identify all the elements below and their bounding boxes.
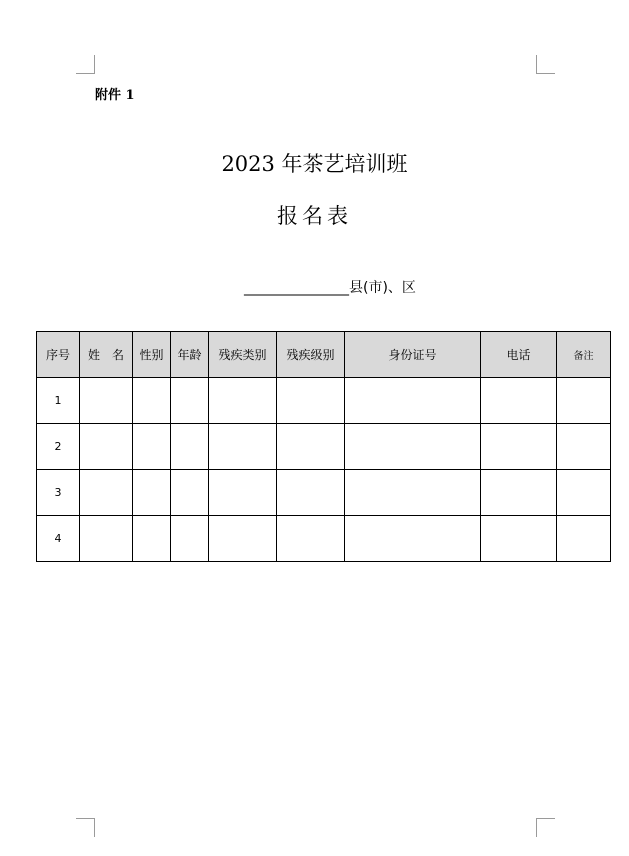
cell-gender[interactable] [133, 516, 171, 562]
cell-disability-level[interactable] [277, 378, 345, 424]
cell-name[interactable] [80, 378, 133, 424]
cell-gender[interactable] [133, 424, 171, 470]
cell-index: 3 [37, 470, 80, 516]
cell-name[interactable] [80, 470, 133, 516]
header-cell-remarks: 备注 [557, 332, 611, 378]
cell-remarks[interactable] [557, 470, 611, 516]
cell-disability-type[interactable] [209, 424, 277, 470]
cell-id-number[interactable] [345, 424, 481, 470]
corner-mark-top-right [536, 55, 555, 74]
attachment-label: 附件 1 [95, 88, 135, 103]
cell-index: 4 [37, 516, 80, 562]
registration-table [36, 331, 611, 562]
cell-disability-level[interactable] [277, 424, 345, 470]
header-cell-gender: 性别 [133, 332, 171, 378]
header-cell-id-number: 身份证号 [345, 332, 481, 378]
header-cell-age: 年龄 [171, 332, 209, 378]
header-cell-name: 姓 名 [80, 332, 133, 378]
cell-remarks[interactable] [557, 424, 611, 470]
cell-phone[interactable] [481, 424, 557, 470]
cell-age[interactable] [171, 470, 209, 516]
cell-index: 2 [37, 424, 80, 470]
cell-disability-type[interactable] [209, 470, 277, 516]
cell-disability-type[interactable] [209, 516, 277, 562]
county-line: _______________县(市)、区 [244, 280, 416, 296]
cell-id-number[interactable] [345, 470, 481, 516]
header-cell-disability-type: 残疾类别 [209, 332, 277, 378]
header-cell-index: 序号 [37, 332, 80, 378]
table-header-row [37, 332, 611, 378]
cell-remarks[interactable] [557, 516, 611, 562]
cell-age[interactable] [171, 378, 209, 424]
cell-remarks[interactable] [557, 378, 611, 424]
cell-phone[interactable] [481, 470, 557, 516]
table-row [37, 470, 611, 516]
cell-id-number[interactable] [345, 378, 481, 424]
cell-id-number[interactable] [345, 516, 481, 562]
page-title: 2023 年茶艺培训班 [221, 152, 408, 176]
cell-gender[interactable] [133, 378, 171, 424]
page-subtitle: 报名表 [277, 204, 352, 228]
header-cell-disability-level: 残疾级别 [277, 332, 345, 378]
header-cell-phone: 电话 [481, 332, 557, 378]
table-row [37, 516, 611, 562]
corner-mark-bottom-left [76, 818, 95, 837]
cell-disability-level[interactable] [277, 470, 345, 516]
cell-name[interactable] [80, 516, 133, 562]
cell-age[interactable] [171, 516, 209, 562]
cell-phone[interactable] [481, 378, 557, 424]
cell-gender[interactable] [133, 470, 171, 516]
table-row [37, 424, 611, 470]
cell-age[interactable] [171, 424, 209, 470]
corner-mark-bottom-right [536, 818, 555, 837]
cell-phone[interactable] [481, 516, 557, 562]
corner-mark-top-left [76, 55, 95, 74]
cell-disability-level[interactable] [277, 516, 345, 562]
cell-name[interactable] [80, 424, 133, 470]
cell-index: 1 [37, 378, 80, 424]
table-row [37, 378, 611, 424]
cell-disability-type[interactable] [209, 378, 277, 424]
